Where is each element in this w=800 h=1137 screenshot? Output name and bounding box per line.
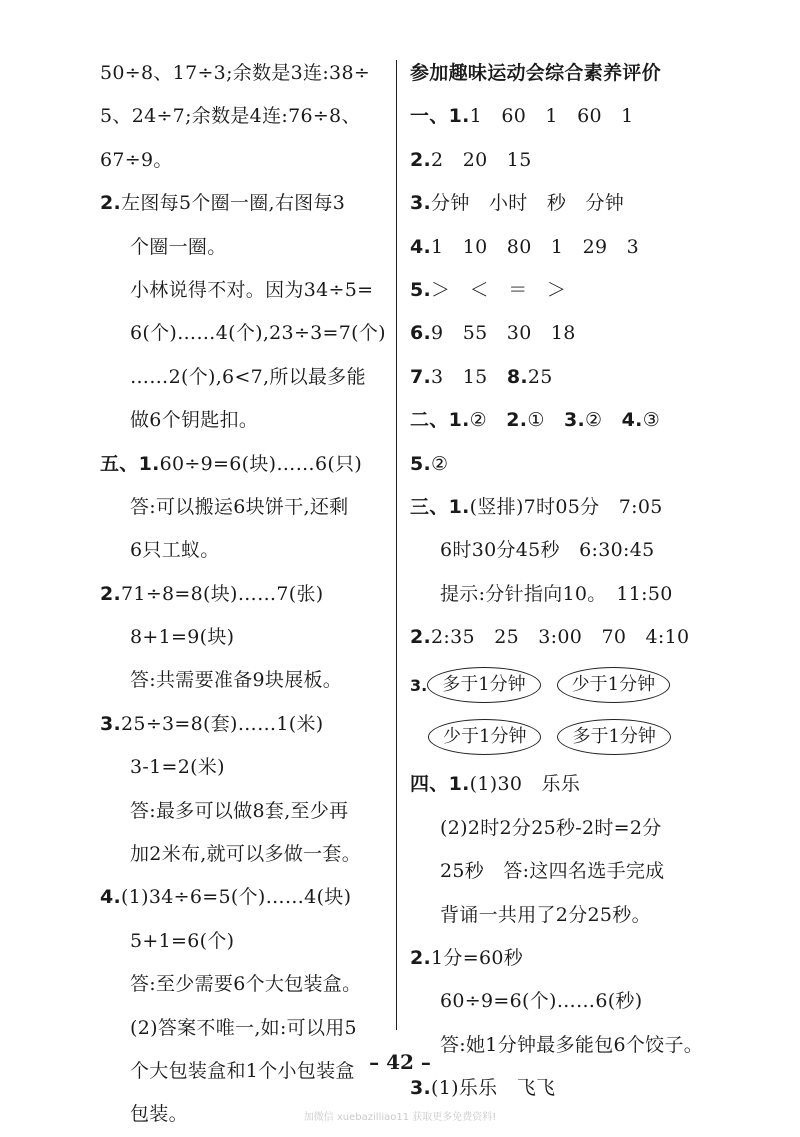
answer-text: 9 55 30 18 (431, 322, 576, 345)
answer-line (100, 746, 390, 789)
answer-text: 答:她1分钟最多能包6个饺子。 (440, 1033, 704, 1056)
answer-line (100, 616, 390, 659)
answer-line (410, 980, 710, 1023)
item-number: 3. (410, 675, 428, 695)
answer-line (410, 95, 710, 138)
answer-line (410, 850, 710, 893)
answer-text: 25÷3=8(套)……1(米) (121, 712, 324, 735)
answer-text: ③ (642, 409, 661, 432)
answer-line (100, 573, 390, 616)
answer-line (410, 356, 710, 399)
answer-line (410, 486, 710, 529)
answer-text: 小林说得不对。因为34÷5= (130, 278, 374, 301)
right-column (410, 52, 710, 1111)
answer-text: 背诵一共用了2分25秒。 (440, 903, 651, 926)
answer-line (410, 443, 710, 486)
answer-text: 8+1=9(块) (130, 626, 235, 649)
answer-line (410, 937, 710, 980)
answer-text: 分钟 小时 秒 分钟 (431, 192, 625, 215)
item-number: 7. (410, 365, 432, 388)
answer-text: (1)30 乐乐 (469, 773, 581, 796)
item-number: 2. (410, 148, 432, 171)
answer-line (100, 529, 390, 572)
answer-line (100, 703, 390, 746)
answer-line (410, 226, 710, 269)
answer-text: 71÷8=8(块)……7(张) (121, 582, 324, 605)
watermark: 加微信 xuebazilliao11 获取更多免费资料! (303, 1112, 497, 1123)
answer-text: 答:可以搬运6块饼干,还剩 (130, 495, 349, 518)
answer-line (100, 486, 390, 529)
item-number: 4. (621, 409, 643, 432)
oval-answer: 少于1分钟 (428, 719, 541, 755)
section-title: 参加趣味运动会综合素养评价 (410, 62, 661, 84)
answer-line (410, 312, 710, 355)
answer-text: 答:至少需要6个大包装盒。 (130, 973, 362, 996)
answer-line (100, 833, 390, 876)
page-number: – 42 – (369, 1050, 431, 1074)
answer-text: ＞ ＜ ＝ ＞ (431, 278, 567, 301)
answer-text: 25秒 答:这四名选手完成 (440, 860, 665, 883)
answer-line (100, 312, 390, 355)
answer-text: ① (527, 409, 564, 432)
answer-line (410, 894, 710, 937)
item-number: 5. (410, 452, 432, 475)
answer-line (410, 139, 710, 182)
answer-line (100, 920, 390, 963)
answer-line (100, 790, 390, 833)
answer-line (100, 963, 390, 1006)
answer-text: 6时30分45秒 6:30:45 (440, 539, 655, 562)
answer-line (410, 763, 710, 806)
answer-line (100, 443, 390, 486)
column-divider (396, 60, 397, 1030)
oval-answer: 多于1分钟 (427, 667, 540, 703)
answer-line (100, 226, 390, 269)
item-number: 2. (100, 582, 122, 605)
answer-text: (2)答案不唯一,如:可以用5 (130, 1016, 357, 1039)
item-number: 3. (563, 409, 586, 432)
item-number: 6. (410, 322, 432, 345)
item-number: 3. (410, 192, 432, 215)
item-number: 3. (100, 712, 122, 735)
answer-text: 50÷8、17÷3;余数是3连:38÷ (100, 62, 371, 84)
answer-text: 1分=60秒 (431, 947, 524, 970)
item-number: 一、1. (410, 105, 470, 128)
answer-text: 个大包装盒和1个小包装盒 (130, 1059, 355, 1082)
answer-text: ……2(个),6<7,所以最多能 (130, 365, 366, 388)
answer-text: 个圈一圈。 (130, 235, 227, 258)
answer-line (100, 356, 390, 399)
item-number: 五、1. (100, 452, 160, 475)
answer-line (410, 399, 710, 442)
item-number: 8. (506, 365, 528, 388)
item-number: 2. (100, 192, 122, 215)
answer-text: 提示:分针指向10。 11:50 (440, 582, 673, 605)
answer-line (100, 269, 390, 312)
answer-text: 6(个)……4(个),23÷3=7(个) (130, 322, 386, 345)
item-number: 四、1. (410, 773, 470, 796)
oval-answer-row-1 (410, 659, 710, 711)
answer-line (410, 269, 710, 312)
answer-text: 1 10 80 1 29 3 (431, 235, 640, 258)
answer-text: 60÷9=6(块)……6(只) (159, 452, 363, 475)
answer-line (100, 1007, 390, 1050)
answer-line (100, 52, 390, 95)
answer-line (410, 182, 710, 225)
answer-text: 做6个钥匙扣。 (130, 409, 259, 432)
left-column (100, 52, 390, 1137)
answer-text: (1)34÷6=5(个)……4(块) (121, 886, 352, 909)
item-number: 4. (410, 235, 432, 258)
item-number: 2. (410, 626, 432, 649)
answer-line (410, 529, 710, 572)
answer-text: 答:共需要准备9块展板。 (130, 669, 343, 692)
answer-text: (竖排)7时05分 7:05 (469, 495, 663, 518)
answer-text: 6只工蚁。 (130, 539, 220, 562)
oval-answer: 少于1分钟 (557, 667, 670, 703)
answer-text: ② (431, 452, 449, 475)
item-number: 3. (410, 1077, 432, 1100)
oval-answer-row-2 (410, 711, 710, 763)
answer-text: 5+1=6(个) (130, 929, 235, 952)
answer-text: 5、24÷7;余数是4连:76÷8、 (100, 105, 361, 128)
answer-text: 左图每5个圈一圈,右图每3 (121, 192, 346, 215)
item-number: 三、1. (410, 495, 470, 518)
answer-line (100, 876, 390, 919)
answer-line (100, 399, 390, 442)
answer-line (100, 139, 390, 182)
answer-text: (1)乐乐 飞飞 (431, 1077, 556, 1100)
item-number: 2. (410, 947, 432, 970)
answer-text: 3-1=2(米) (130, 756, 225, 779)
item-number: 4. (100, 886, 122, 909)
answer-text: 2 20 15 (431, 148, 532, 171)
item-number: 二、1. (410, 409, 470, 432)
answer-text: 25 (527, 365, 553, 388)
oval-answer: 多于1分钟 (557, 719, 670, 755)
answer-text: 包装。 (130, 1103, 188, 1126)
answer-text: 2:35 25 3:00 70 4:10 (431, 626, 690, 649)
answer-text: ② (469, 409, 507, 432)
answer-text: ② (585, 409, 622, 432)
answer-line (410, 616, 710, 659)
answer-line (410, 807, 710, 850)
answer-line (410, 573, 710, 616)
answer-text: 60÷9=6(个)……6(秒) (440, 990, 643, 1013)
answer-text: 67÷9。 (100, 148, 173, 171)
answer-text: 加2米布,就可以多做一套。 (130, 843, 362, 866)
item-number: 5. (410, 278, 432, 301)
answer-text: (2)2时2分25秒-2时=2分 (440, 816, 662, 839)
answer-line (100, 95, 390, 138)
answer-text: 1 60 1 60 1 (469, 105, 634, 128)
answer-line (100, 659, 390, 702)
answer-text: 答:最多可以做8套,至少再 (130, 799, 349, 822)
answer-line (100, 182, 390, 225)
answer-text: 3 15 (431, 365, 507, 388)
item-number: 2. (506, 409, 528, 432)
